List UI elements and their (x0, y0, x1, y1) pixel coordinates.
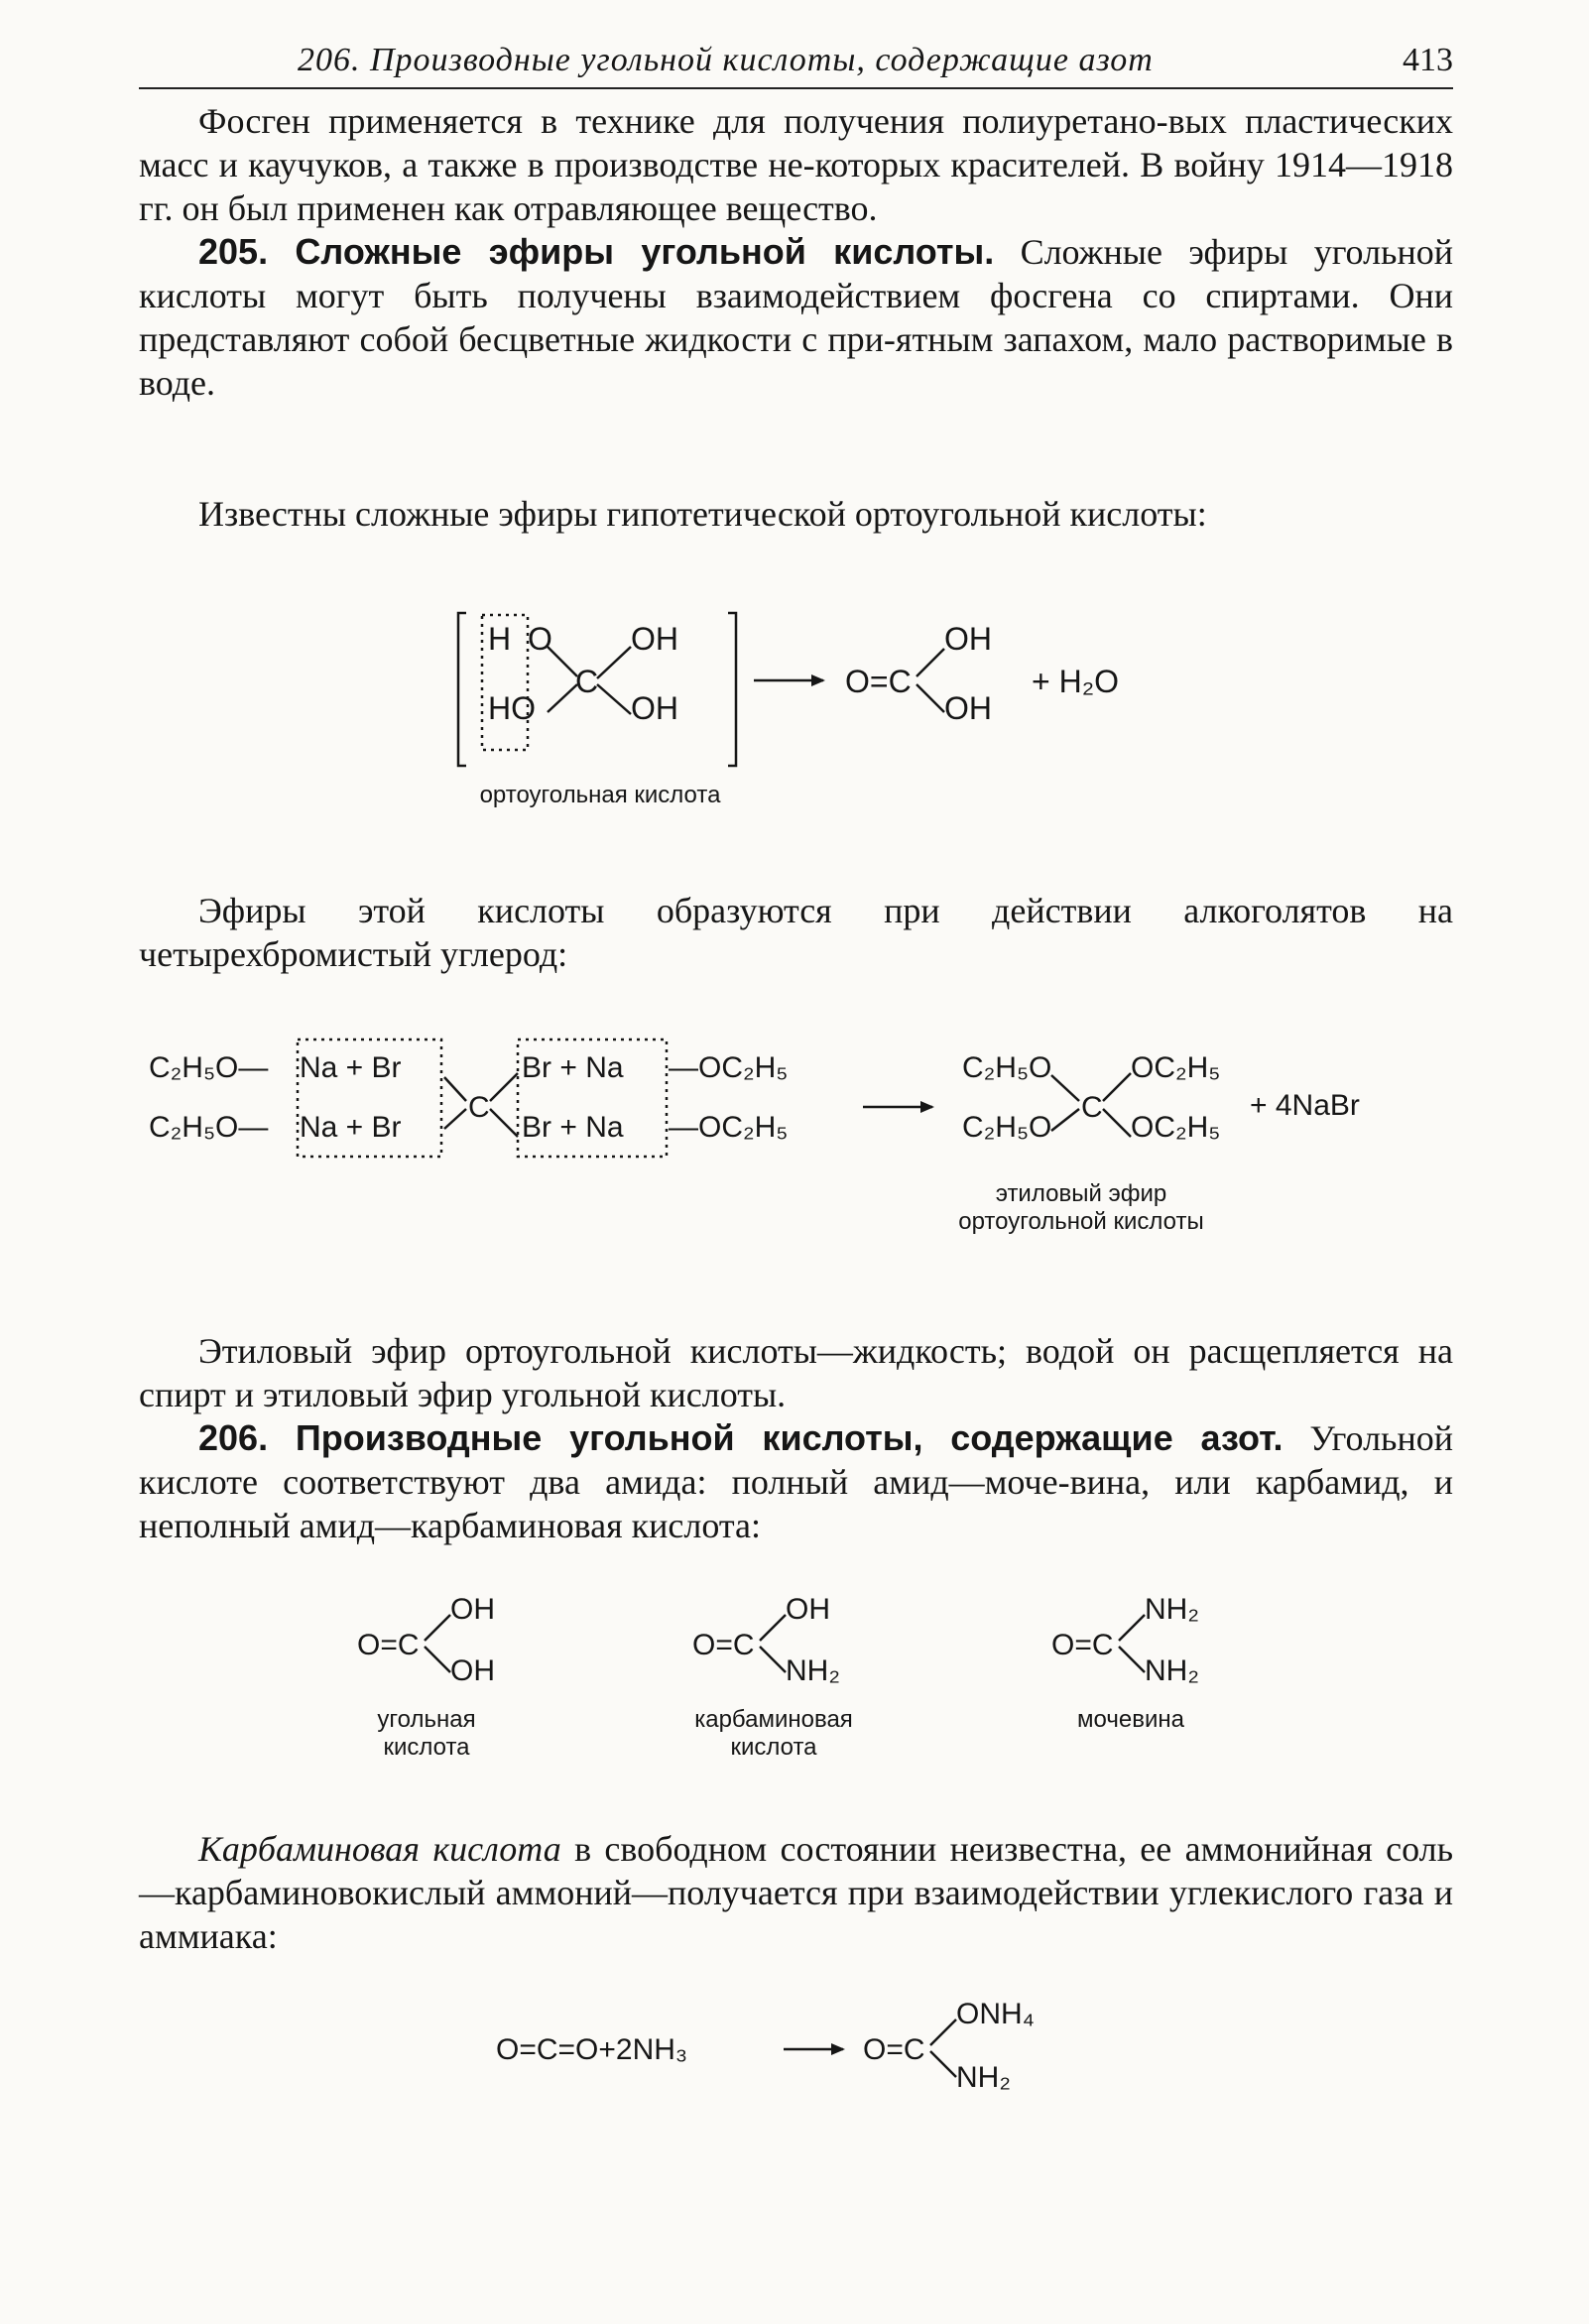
paragraph-alkoxide (139, 889, 1453, 976)
section-206 (139, 1416, 1453, 1547)
section-206-text: Угольной кислоте соответствуют два амида: полный амид—моче-вина, или карбамид, и неполный амид—карбаминовая кислота: (139, 1418, 1453, 1545)
sodium-bromide-product: + 4NaBr (1250, 1089, 1360, 1122)
svg-text:Br + Na: Br + Na (522, 1051, 624, 1084)
page-number: 413 (1403, 42, 1453, 78)
paragraph-alkoxide-text: Эфиры этой кислоты образуются при действии алкоголятов на четырехбромистый углерод: (139, 891, 1453, 974)
svg-text:OH: OH (944, 621, 992, 657)
caption-urea: мочевина (1077, 1706, 1184, 1733)
svg-text:H: H (488, 621, 512, 657)
orthoester-synthesis-scheme (149, 1022, 1438, 1180)
svg-text:OH: OH (944, 690, 992, 726)
carbamate-reactants: O=C=O+2NH₃ (496, 2033, 688, 2066)
svg-text:C: C (468, 1091, 490, 1124)
svg-text:O=C: O=C (863, 2033, 925, 2066)
svg-text:NH₂: NH₂ (1145, 1593, 1199, 1626)
paragraph-ethyl-orthoester (139, 1329, 1453, 1416)
svg-text:C₂H₅O—: C₂H₅O— (149, 1111, 269, 1144)
left-bracket (458, 613, 466, 766)
svg-text:HO: HO (488, 690, 536, 726)
carbonic-derivatives-structures (357, 1585, 1270, 1694)
svg-text:C: C (1081, 1091, 1103, 1124)
svg-text:Br + Na: Br + Na (522, 1111, 624, 1144)
orthocarbonic-acid-scheme (436, 595, 1190, 853)
svg-text:NH₂: NH₂ (1145, 1654, 1199, 1687)
running-header (139, 38, 1453, 89)
svg-text:NH₂: NH₂ (956, 2061, 1011, 2094)
caption-carbonic-acid: угольная кислота (377, 1706, 476, 1761)
orthocarbonic-acid-caption: ортоугольная кислота (479, 782, 721, 808)
svg-text:C₂H₅O: C₂H₅O (962, 1111, 1052, 1144)
paragraph-carbamic-acid (139, 1827, 1453, 1958)
svg-text:C₂H₅O: C₂H₅O (962, 1051, 1052, 1084)
svg-text:OC₂H₅: OC₂H₅ (1131, 1051, 1221, 1084)
svg-text:ONH₄: ONH₄ (956, 1998, 1035, 2030)
carbamic-acid-term: Карбаминовая кислота (198, 1829, 561, 1869)
paragraph-known-esters-text: Известны сложные эфиры гипотетической ортоугольной кислоты: (198, 494, 1207, 534)
svg-text:O=C: O=C (357, 1629, 420, 1661)
svg-text:OC₂H₅: OC₂H₅ (1131, 1111, 1221, 1144)
svg-text:OH: OH (450, 1654, 495, 1687)
svg-text:O=C: O=C (692, 1629, 755, 1661)
right-bracket (728, 613, 736, 766)
ammonium-carbamate-scheme (496, 1994, 1131, 2113)
svg-text:OH: OH (786, 1593, 830, 1626)
orthoester-caption: этиловый эфир ортоугольной кислоты (958, 1180, 1204, 1235)
section-206-heading: 206. Производные угольной кислоты, содержащие азот. (198, 1417, 1283, 1458)
header-title: 206. Производные угольной кислоты, содержащие азот (298, 42, 1154, 78)
svg-text:OH: OH (631, 690, 678, 726)
paragraph-known-esters (139, 492, 1453, 536)
svg-text:OH: OH (631, 621, 678, 657)
paragraph-phosgene-text: Фосген применяется в технике для получения полиуретано-вых пластических масс и каучуков, а также в производстве не-которых красителей. В войну 1914—1918 гг. он был применен как отравляющее вещество. (139, 101, 1453, 228)
section-205-text: Сложные эфиры угольной кислоты могут быть получены взаимодействием фосгена со спиртами. Они представляют собой бесцветные жидкости с при-ятным запахом, мало растворимые в воде. (139, 232, 1453, 403)
svg-text:—OC₂H₅: —OC₂H₅ (669, 1051, 789, 1084)
svg-text:—OC₂H₅: —OC₂H₅ (669, 1111, 789, 1144)
svg-text:C: C (575, 664, 599, 699)
svg-text:O: O (528, 621, 552, 657)
svg-text:C₂H₅O—: C₂H₅O— (149, 1051, 269, 1084)
section-205-heading: 205. Сложные эфиры угольной кислоты. (198, 231, 995, 272)
paragraph-phosgene (139, 99, 1453, 230)
svg-text:Na + Br: Na + Br (300, 1051, 402, 1084)
section-205 (139, 230, 1453, 405)
svg-text:Na + Br: Na + Br (300, 1111, 402, 1144)
caption-carbamic-acid: карбаминовая кислота (694, 1706, 853, 1761)
svg-text:O=C: O=C (1051, 1629, 1114, 1661)
svg-text:OH: OH (450, 1593, 495, 1626)
svg-text:O=C: O=C (845, 664, 912, 699)
water-product: + H₂O (1032, 664, 1119, 699)
svg-text:NH₂: NH₂ (786, 1654, 840, 1687)
paragraph-ethyl-orthoester-text: Этиловый эфир ортоугольной кислоты—жидкость; водой он расщепляется на спирт и этиловый эфир угольной кислоты. (139, 1331, 1453, 1414)
paragraph-carbamic-acid-text: в свободном состоянии неизвестна, ее аммонийная соль—карбаминовокислый аммоний—получается при взаимодействии углекислого газа и аммиака: (139, 1829, 1453, 1956)
